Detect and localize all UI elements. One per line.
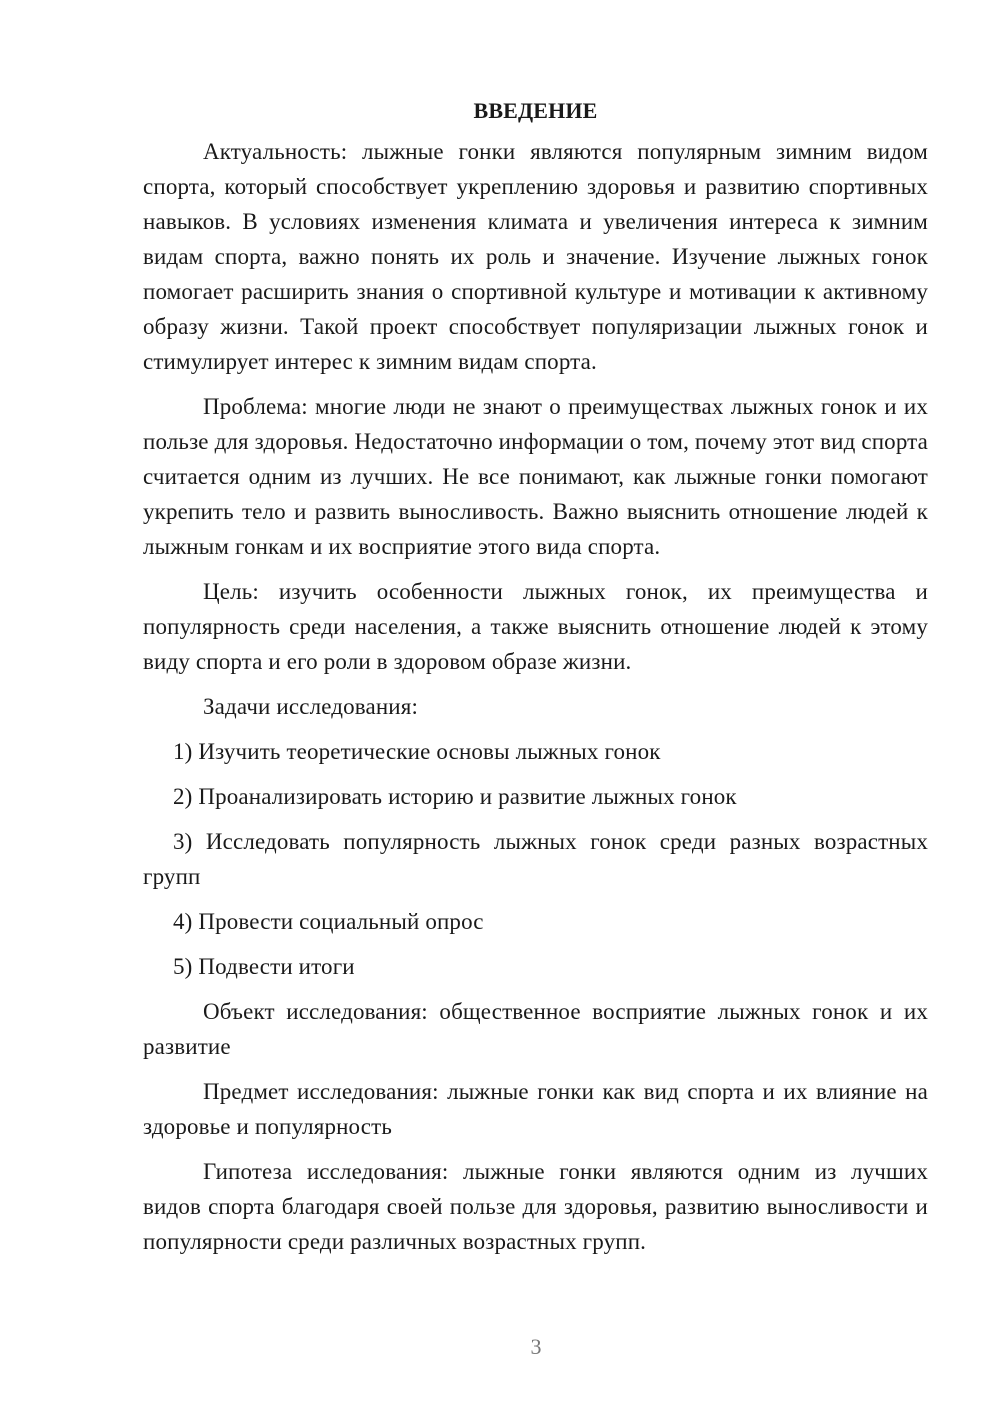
list-item: 4) Провести социальный опрос xyxy=(173,909,484,934)
page-title: ВВЕДЕНИЕ xyxy=(473,98,598,123)
list-item: 1) Изучить теоретические основы лыжных гонок xyxy=(173,739,661,764)
list-item: 5) Подвести итоги xyxy=(173,954,355,979)
list-item: 2) Проанализировать историю и развитие лыжных гонок xyxy=(173,784,737,809)
paragraph-subject: Предмет исследования: лыжные гонки как вид спорта и их влияние на здоровье и популярность xyxy=(143,1079,928,1139)
paragraph-goal: Цель: изучить особенности лыжных гонок, их преимущества и популярность среди населения, а также выяснить отношение людей к этому виду спорта и его роли в здоровом образе жизни. xyxy=(143,579,928,674)
document-page xyxy=(143,96,928,1269)
paragraph-relevance: Актуальность: лыжные гонки являются популярным зимним видом спорта, который способствует укреплению здоровья и развитию спортивных навыков. В условиях изменения климата и увеличения интереса к зимним видам спорта, важно понять их роль и значение. Изучение лыжных гонок помогает расширить знания о спортивной культуре и мотивации к активному образу жизни. Такой проект способствует популяризации лыжных гонок и стимулирует интерес к зимним видам спорта. xyxy=(143,139,928,374)
page-number: 3 xyxy=(530,1334,542,1359)
tasks-heading: Задачи исследования: xyxy=(203,694,419,719)
list-item: 3) Исследовать популярность лыжных гонок среди разных возрастных групп xyxy=(143,829,928,889)
paragraph-problem: Проблема: многие люди не знают о преимуществах лыжных гонок и их пользе для здоровья. Недостаточно информации о том, почему этот вид спорта считается одним из лучших. Не все понимают, как лыжные гонки помогают укрепить тело и развить выносливость. Важно выяснить отношение людей к лыжным гонкам и их восприятие этого вида спорта. xyxy=(143,394,929,559)
paragraph-object: Объект исследования: общественное восприятие лыжных гонок и их развитие xyxy=(143,999,928,1059)
paragraph-hypothesis: Гипотеза исследования: лыжные гонки являются одним из лучших видов спорта благодаря своей пользе для здоровья, развитию выносливости и популярности среди различных возрастных групп. xyxy=(143,1159,928,1254)
